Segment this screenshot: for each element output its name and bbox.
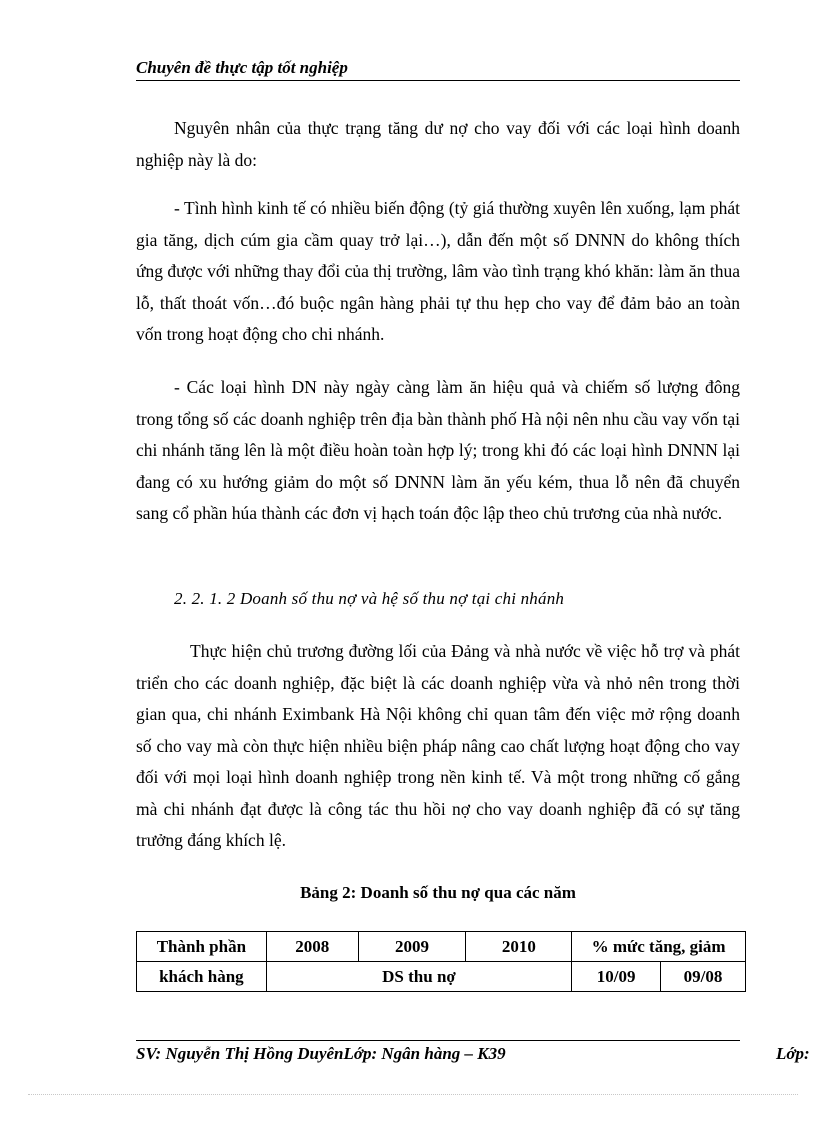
header-year-2008: 2008 (266, 932, 358, 962)
header-year-2010: 2010 (466, 932, 572, 962)
section-subheading: 2. 2. 1. 2 Doanh số thu nợ và hệ số thu nợ tại chi nhánh (174, 589, 565, 608)
table-header-row-2 (137, 962, 746, 992)
header-period-09-08: 09/08 (661, 962, 746, 992)
debt-collection-table (136, 931, 746, 992)
page-header: Chuyên đề thực tập tốt nghiệp (136, 58, 740, 81)
header-percent-change: % mức tăng, giảm (572, 932, 746, 962)
footer-class-label: Lớp: (776, 1044, 810, 1063)
header-period-10-09: 10/09 (572, 962, 661, 992)
footer-divider (136, 1040, 740, 1041)
paragraph-debt-collection: Thực hiện chủ trương đường lối của Đảng và nhà nước về việc hỗ trợ và phát triển cho các doanh nghiệp, đặc biệt là các doanh nghiệp vừa và nhỏ nên trong thời gian qua, chi nhánh Eximbank Hà Nội không chỉ quan tâm đến việc mở rộng doanh số cho vay mà còn thực hiện nhiều biện pháp nâng cao chất lượng hoạt động cho vay đối với mọi loại hình doanh nghiệp trong nền kinh tế. Và một trong những cố gắng mà chi nhánh đạt được là công tác thu hồi nợ cho vay doanh nghiệp đã có sự tăng trưởng đáng khích lệ. (136, 641, 740, 850)
paragraph-reason-1: - Tình hình kinh tế có nhiều biến động (tỷ giá thường xuyên lên xuống, lạm phát gia tăng, dịch cúm gia cầm quay trở lại…), dẫn đến một số DNNN do không thích ứng được với những thay đổi của thị trường, lâm vào tình trạng khó khăn: làm ăn thua lỗ, thất thoát vốn…đó buộc ngân hàng phải tự thu hẹp cho vay để đảm bảo an toàn vốn trong hoạt động cho chi nhánh. (136, 198, 740, 344)
paragraph-intro: Nguyên nhân của thực trạng tăng dư nợ cho vay đối với các loại hình doanh nghiệp này là do: (136, 118, 740, 170)
header-customer-type: Thành phần (137, 932, 267, 962)
table-title: Bảng 2: Doanh số thu nợ qua các năm (300, 883, 576, 902)
header-ds-thu-no: DS thu nợ (266, 962, 571, 992)
footer-student-info: SV: Nguyễn Thị Hồng DuyênLớp: Ngân hàng – K39 (136, 1044, 506, 1063)
header-year-2009: 2009 (358, 932, 466, 962)
table-header-row-1 (137, 932, 746, 962)
page-break-line (28, 1094, 798, 1095)
paragraph-reason-2: - Các loại hình DN này ngày càng làm ăn hiệu quả và chiếm số lượng đông trong tổng số các doanh nghiệp trên địa bàn thành phố Hà nội nên nhu cầu vay vốn tại chi nhánh tăng lên là một điều hoàn toàn hợp lý; trong khi đó các loại hình DNNN lại đang có xu hướng giảm do một số DNNN làm ăn yếu kém, thua lỗ nên đã chuyển sang cổ phần húa thành các đơn vị hạch toán độc lập theo chủ trương của nhà nước. (136, 377, 740, 523)
header-customer-type-2: khách hàng (137, 962, 267, 992)
